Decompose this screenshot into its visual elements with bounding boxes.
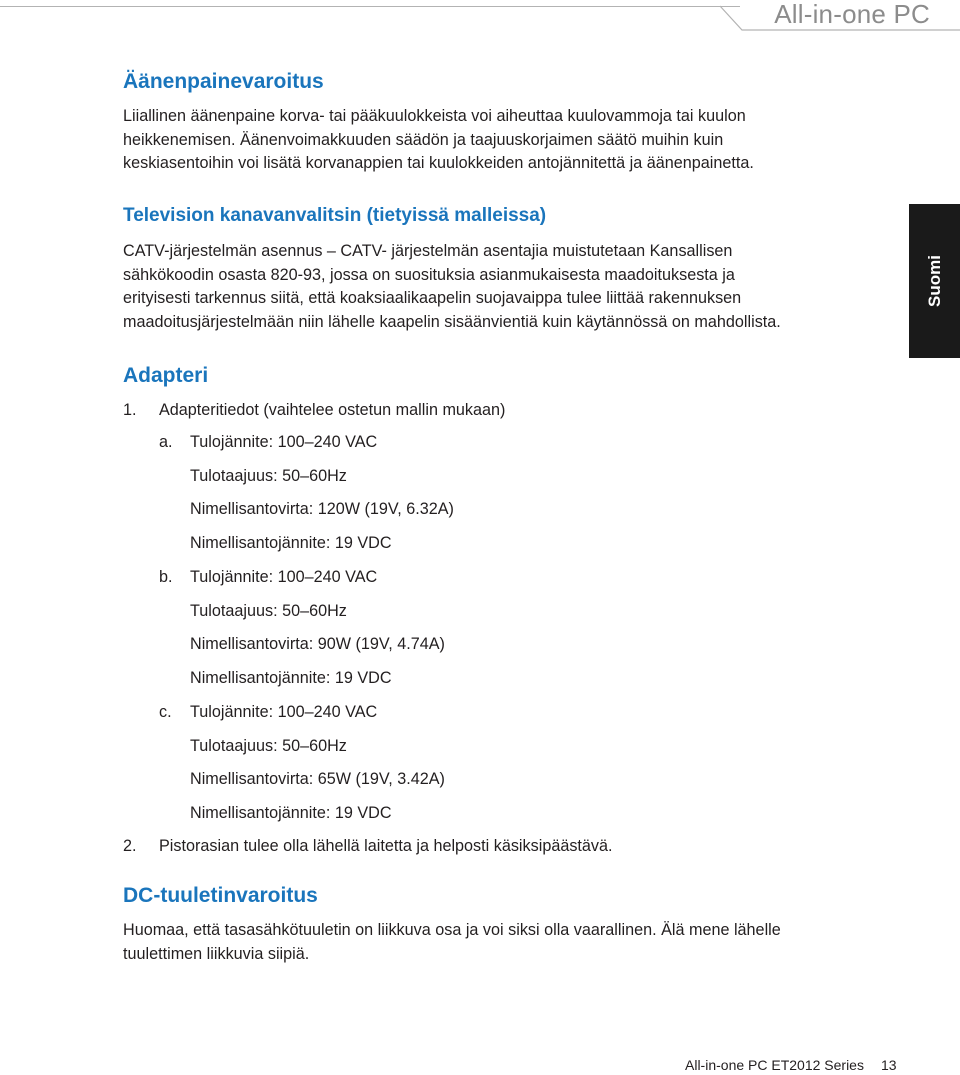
section-heading-sound-pressure: Äänenpainevaroitus bbox=[123, 70, 324, 93]
spec-line: Tulotaajuus: 50–60Hz bbox=[190, 602, 347, 620]
list-number: 2. bbox=[123, 837, 137, 855]
spec-line: Nimellisantojännite: 19 VDC bbox=[190, 534, 392, 552]
header-title: All-in-one PC bbox=[774, 0, 930, 29]
paragraph-line: keskiasentoihin voi lisätä korvanappien tai kuulokkeiden antojännitettä ja äänenpainetta. bbox=[123, 154, 754, 172]
tv-tuner-paragraph bbox=[123, 240, 781, 334]
footer-series: All-in-one PC ET2012 Series bbox=[685, 1057, 864, 1073]
spec-line: Tulotaajuus: 50–60Hz bbox=[190, 737, 347, 755]
spec-line: Tulojännite: 100–240 VAC bbox=[190, 703, 378, 721]
paragraph-line: Huomaa, että tasasähkötuuletin on liikkuva osa ja voi siksi olla vaarallinen. Älä mene lähelle bbox=[123, 921, 781, 939]
spec-line: Nimellisantojännite: 19 VDC bbox=[190, 804, 392, 822]
spec-line: Nimellisantovirta: 90W (19V, 4.74A) bbox=[190, 635, 445, 653]
paragraph-line: Liiallinen äänenpaine korva- tai pääkuulokkeista voi aiheuttaa kuulovammoja tai kuulon bbox=[123, 107, 746, 125]
page-number: 13 bbox=[881, 1057, 897, 1073]
variant-letter: c. bbox=[159, 703, 172, 721]
variant-letter: b. bbox=[159, 568, 173, 586]
sound-pressure-paragraph bbox=[123, 105, 754, 176]
dc-fan-paragraph bbox=[123, 919, 781, 966]
spec-line: Nimellisantovirta: 65W (19V, 3.42A) bbox=[190, 770, 445, 788]
paragraph-line: erityisesti tarkennus siitä, että koaksiaalikaapelin suojavaippa tulee liittää rakennuksen bbox=[123, 289, 742, 307]
paragraph-line: CATV-järjestelmän asennus – CATV- järjestelmän asentajia muistutetaan Kansallisen bbox=[123, 242, 733, 260]
spec-line: Tulojännite: 100–240 VAC bbox=[190, 433, 378, 451]
spec-line: Nimellisantojännite: 19 VDC bbox=[190, 669, 392, 687]
language-tab bbox=[909, 204, 960, 358]
variant-letter: a. bbox=[159, 433, 173, 451]
spec-line: Tulotaajuus: 50–60Hz bbox=[190, 467, 347, 485]
paragraph-line: heikkenemisen. Äänenvoimakkuuden säädön ja taajuuskorjaimen säätö muihin kuin bbox=[123, 130, 724, 149]
list-item: Adapteritiedot (vaihtelee ostetun mallin mukaan) bbox=[159, 401, 506, 419]
list-item: Pistorasian tulee olla lähellä laitetta ja helposti käsiksipäästävä. bbox=[159, 837, 613, 855]
paragraph-line: tuulettimen liikkuvia siipiä. bbox=[123, 944, 310, 963]
spec-line: Tulojännite: 100–240 VAC bbox=[190, 568, 378, 586]
paragraph-line: sähkökoodin osasta 820-93, jossa on suosituksia asianmukaisesta maadoituksesta ja bbox=[123, 265, 735, 284]
section-heading-dc-fan: DC-tuuletinvaroitus bbox=[123, 884, 318, 907]
paragraph-line: maadoitusjärjestelmään niin lähelle kaapelin sisäänvientiä kuin käytännössä on mahdollista. bbox=[123, 312, 781, 331]
language-tab-label: Suomi bbox=[924, 255, 944, 307]
list-number: 1. bbox=[123, 401, 137, 419]
section-heading-adapter: Adapteri bbox=[123, 364, 209, 387]
section-heading-tv-tuner: Television kanavanvalitsin (tietyissä malleissa) bbox=[123, 205, 547, 226]
spec-line: Nimellisantovirta: 120W (19V, 6.32A) bbox=[190, 500, 454, 518]
header-rule bbox=[0, 6, 740, 7]
